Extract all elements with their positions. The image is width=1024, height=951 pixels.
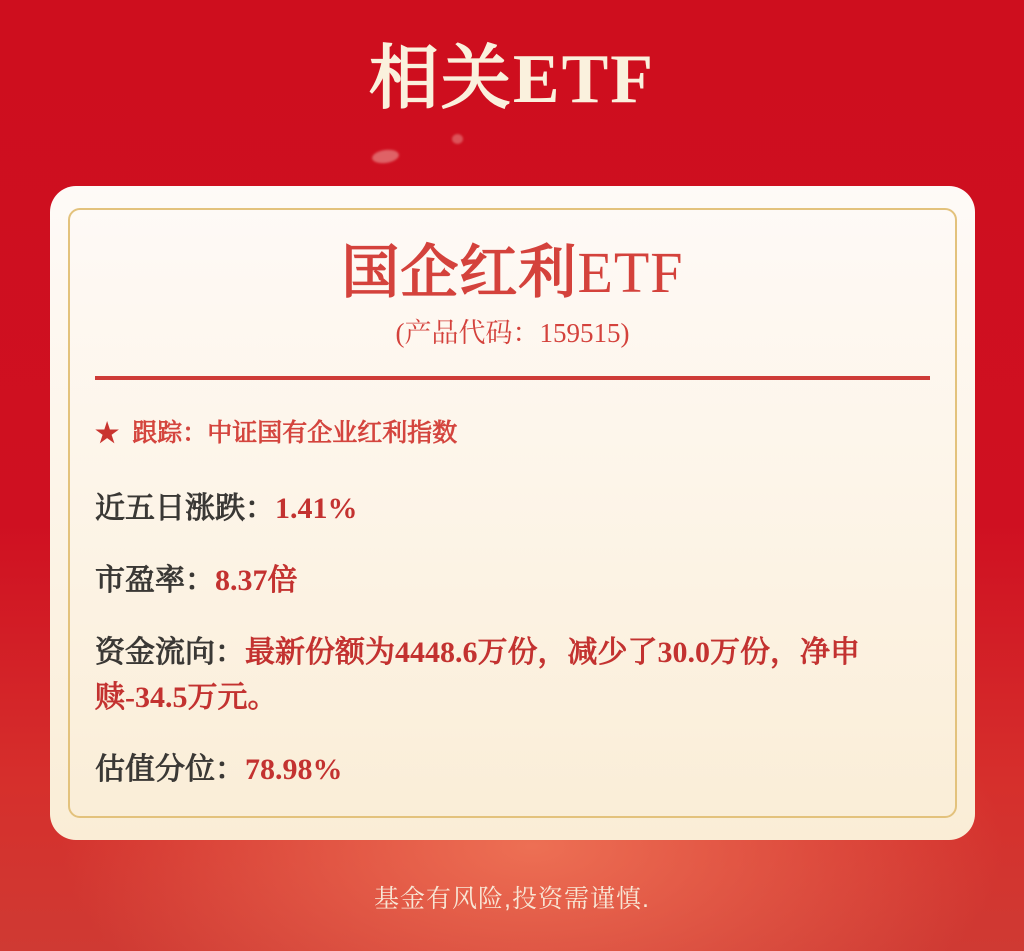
sparkle-dot	[371, 148, 400, 165]
metric-label: 估值分位：	[95, 753, 245, 786]
tracking-value: 中证国有企业红利指数	[207, 419, 458, 447]
metric-row-valuation-percentile	[95, 747, 930, 792]
metric-label: 市盈率：	[95, 564, 215, 597]
etf-name-cn: 国企红利	[341, 240, 578, 305]
metric-row-fund-flow	[95, 630, 930, 720]
etf-name-en: ETF	[577, 240, 684, 305]
metric-label: 资金流向：	[95, 636, 245, 669]
sparkle-dot	[452, 134, 463, 144]
page-title-en: ETF	[512, 41, 656, 118]
tracking-row	[95, 418, 930, 448]
etf-name	[50, 186, 975, 308]
page-title	[0, 36, 1024, 122]
metric-value: 8.37倍	[215, 564, 298, 597]
product-code: (产品代码：159515)	[395, 318, 630, 348]
etf-card	[50, 186, 975, 840]
metric-value: 最新份额为4448.6万份，减少了30.0万份，净申赎-34.5万元。	[95, 636, 860, 714]
metric-row-5day-change	[95, 486, 930, 531]
metric-row-pe-ratio	[95, 558, 930, 603]
metric-label: 近五日涨跌：	[95, 492, 275, 525]
metric-value: 78.98%	[245, 753, 343, 786]
page-title-cn: 相关	[368, 39, 513, 117]
risk-disclaimer: 基金有风险,投资需谨慎.	[374, 885, 650, 913]
metric-value: 1.41%	[275, 492, 358, 525]
tracking-label: 跟踪：	[132, 419, 208, 447]
star-icon: ★	[95, 418, 120, 448]
divider-line	[95, 376, 930, 380]
